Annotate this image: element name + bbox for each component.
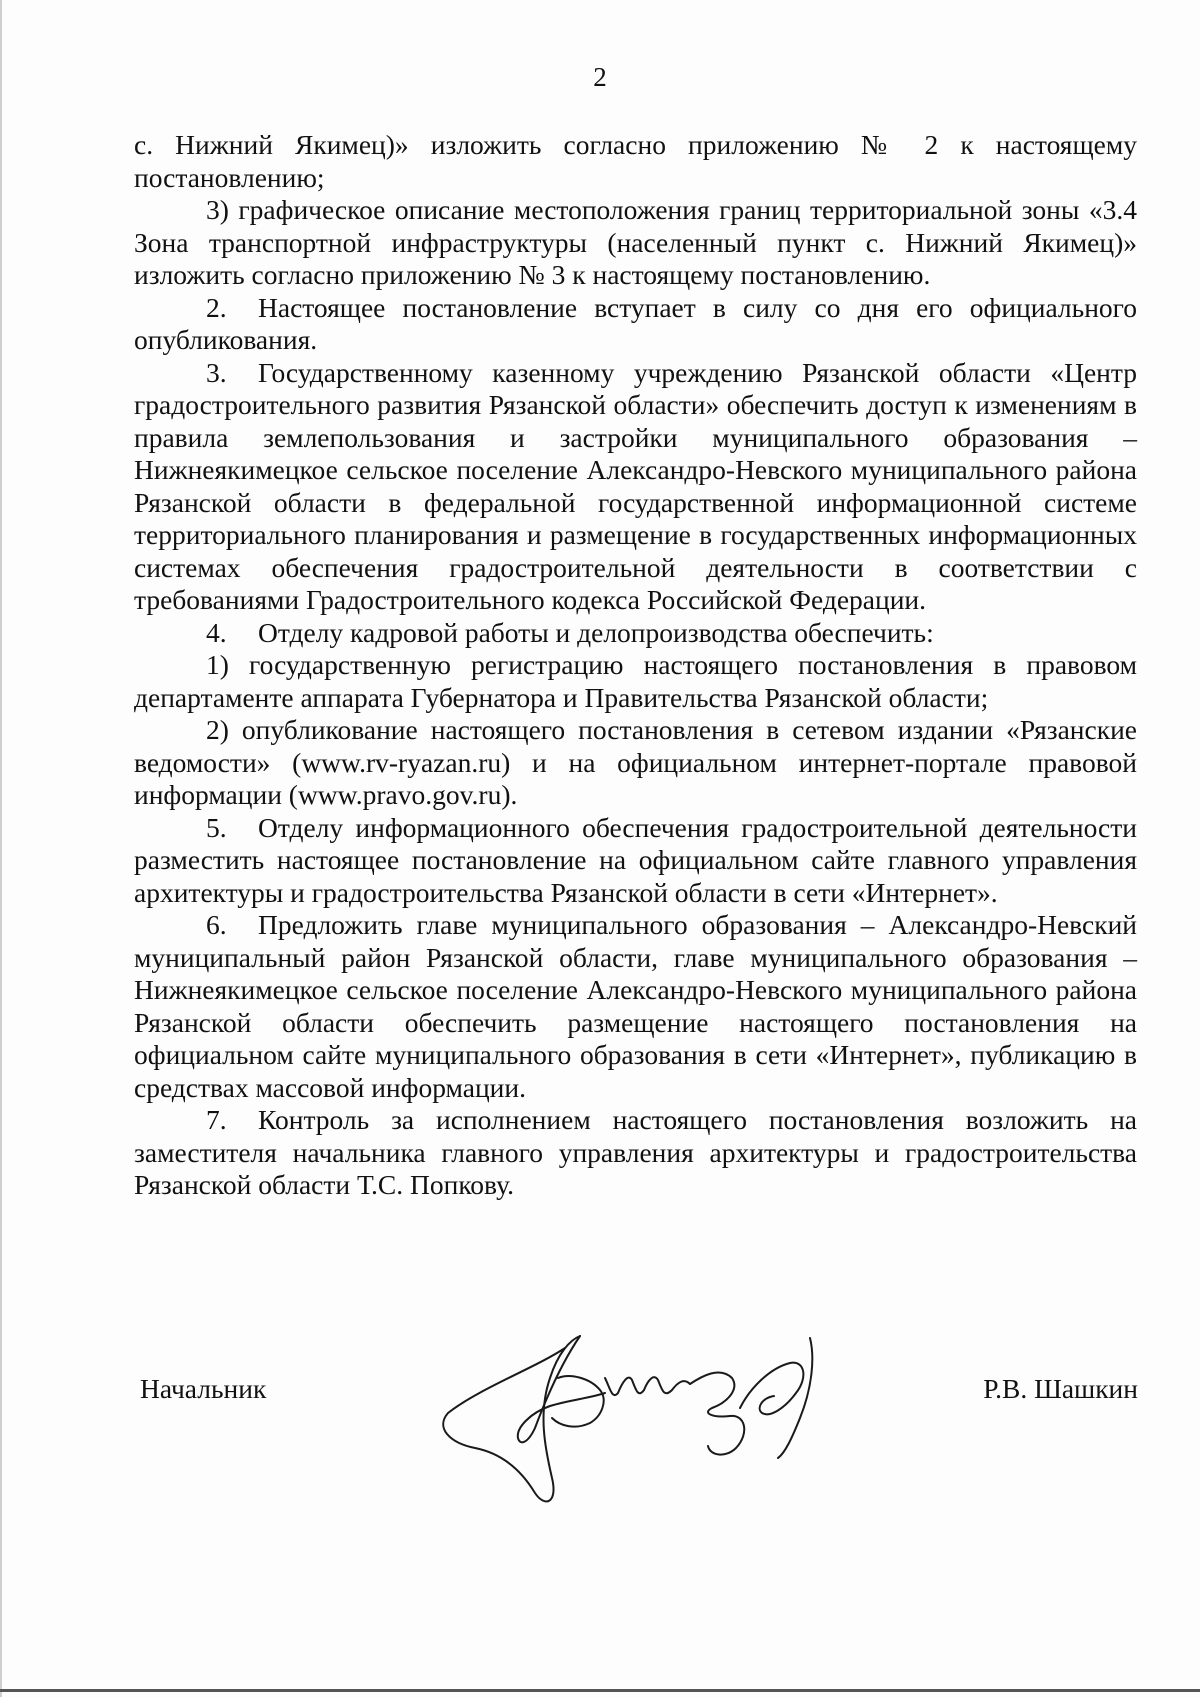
- paragraph-text: Настоящее постановление вступает в силу со дня его официального опубликования.: [134, 291, 1137, 355]
- paragraph-text: Отделу информационного обеспечения градостроительной деятельности разместить настоящее постановление на официальном сайте главного управления архитектуры и градостроительства Рязанской области в сети «Интернет».: [134, 811, 1137, 908]
- paragraph-continuation: с. Нижний Якимец)» изложить согласно приложению № 2 к настоящему постановлению;: [134, 129, 1137, 193]
- paragraph-item-4: [134, 617, 1137, 650]
- item-number: 5.: [206, 811, 227, 843]
- paragraph-text: Контроль за исполнением настоящего постановления возложить на заместителя начальника главного управления архитектуры и градостроительства Рязанской области Т.С. Попкову.: [134, 1104, 1137, 1200]
- paragraph-item-5: [134, 812, 1137, 910]
- item-number: 6.: [206, 909, 227, 940]
- scan-bottom-edge: [0, 1689, 1200, 1692]
- paragraph-item-2: [134, 292, 1137, 357]
- handwritten-signature: [440, 1318, 870, 1518]
- paragraph-item-7: [134, 1104, 1137, 1202]
- paragraph-text: Государственному казенному учреждению Рязанской области «Центр градостроительного развития Рязанской области» обеспечить доступ к изменениям в правила землепользования и застройки муниципального образования – Нижнеякимецкое сельское поселение Александро-Невского муниципального района Рязанской области в федеральной государственной информационной системе территориального планирования и размещение в государственных информационных системах обеспечения градостроительной деятельности в соответствии с требованиями Градостроительного кодекса Российской Федерации.: [134, 356, 1137, 615]
- scan-edge: [0, 0, 2, 1697]
- item-number: 7.: [206, 1104, 227, 1135]
- signatory-title: Начальник: [140, 1373, 267, 1404]
- paragraph-subitem-4-2: 2) опубликование настоящего постановления в сетевом издании «Рязанские ведомости» (www.rv-ryazan.ru) и на официальном интернет-портале правовой информации (www.pravo.gov.ru).: [134, 714, 1137, 810]
- item-number: 4.: [206, 616, 227, 648]
- paragraph-subitem-3: 3) графическое описание местоположения границ территориальной зоны «3.4 Зона транспортной инфраструктуры (населенный пункт с. Нижний Якимец)» изложить согласно приложению № 3 к настоящему постановлению.: [134, 194, 1137, 290]
- paragraph-subitem-4-1: 1) государственную регистрацию настоящего постановления в правовом департаменте аппарата Губернатора и Правительства Рязанской области;: [134, 649, 1137, 713]
- signatory-name: Р.В. Шашкин: [983, 1373, 1138, 1404]
- page-number: 2: [593, 62, 607, 92]
- paragraph-text: Отделу кадровой работы и делопроизводства обеспечить:: [258, 616, 934, 648]
- paragraph-item-3: [134, 357, 1137, 617]
- document-body: [134, 129, 1137, 1202]
- paragraph-text: Предложить главе муниципального образования – Александро-Невский муниципальный район Рязанской области, главе муниципального образования – Нижнеякимецкое сельское поселение Александро-Невского муниципального района Рязанской области обеспечить размещение настоящего постановления на официальном сайте муниципального образования в сети «Интернет», публикацию в средствах массовой информации.: [134, 909, 1137, 1103]
- item-number: 3.: [206, 356, 227, 388]
- paragraph-item-6: [134, 909, 1137, 1104]
- item-number: 2.: [206, 291, 227, 323]
